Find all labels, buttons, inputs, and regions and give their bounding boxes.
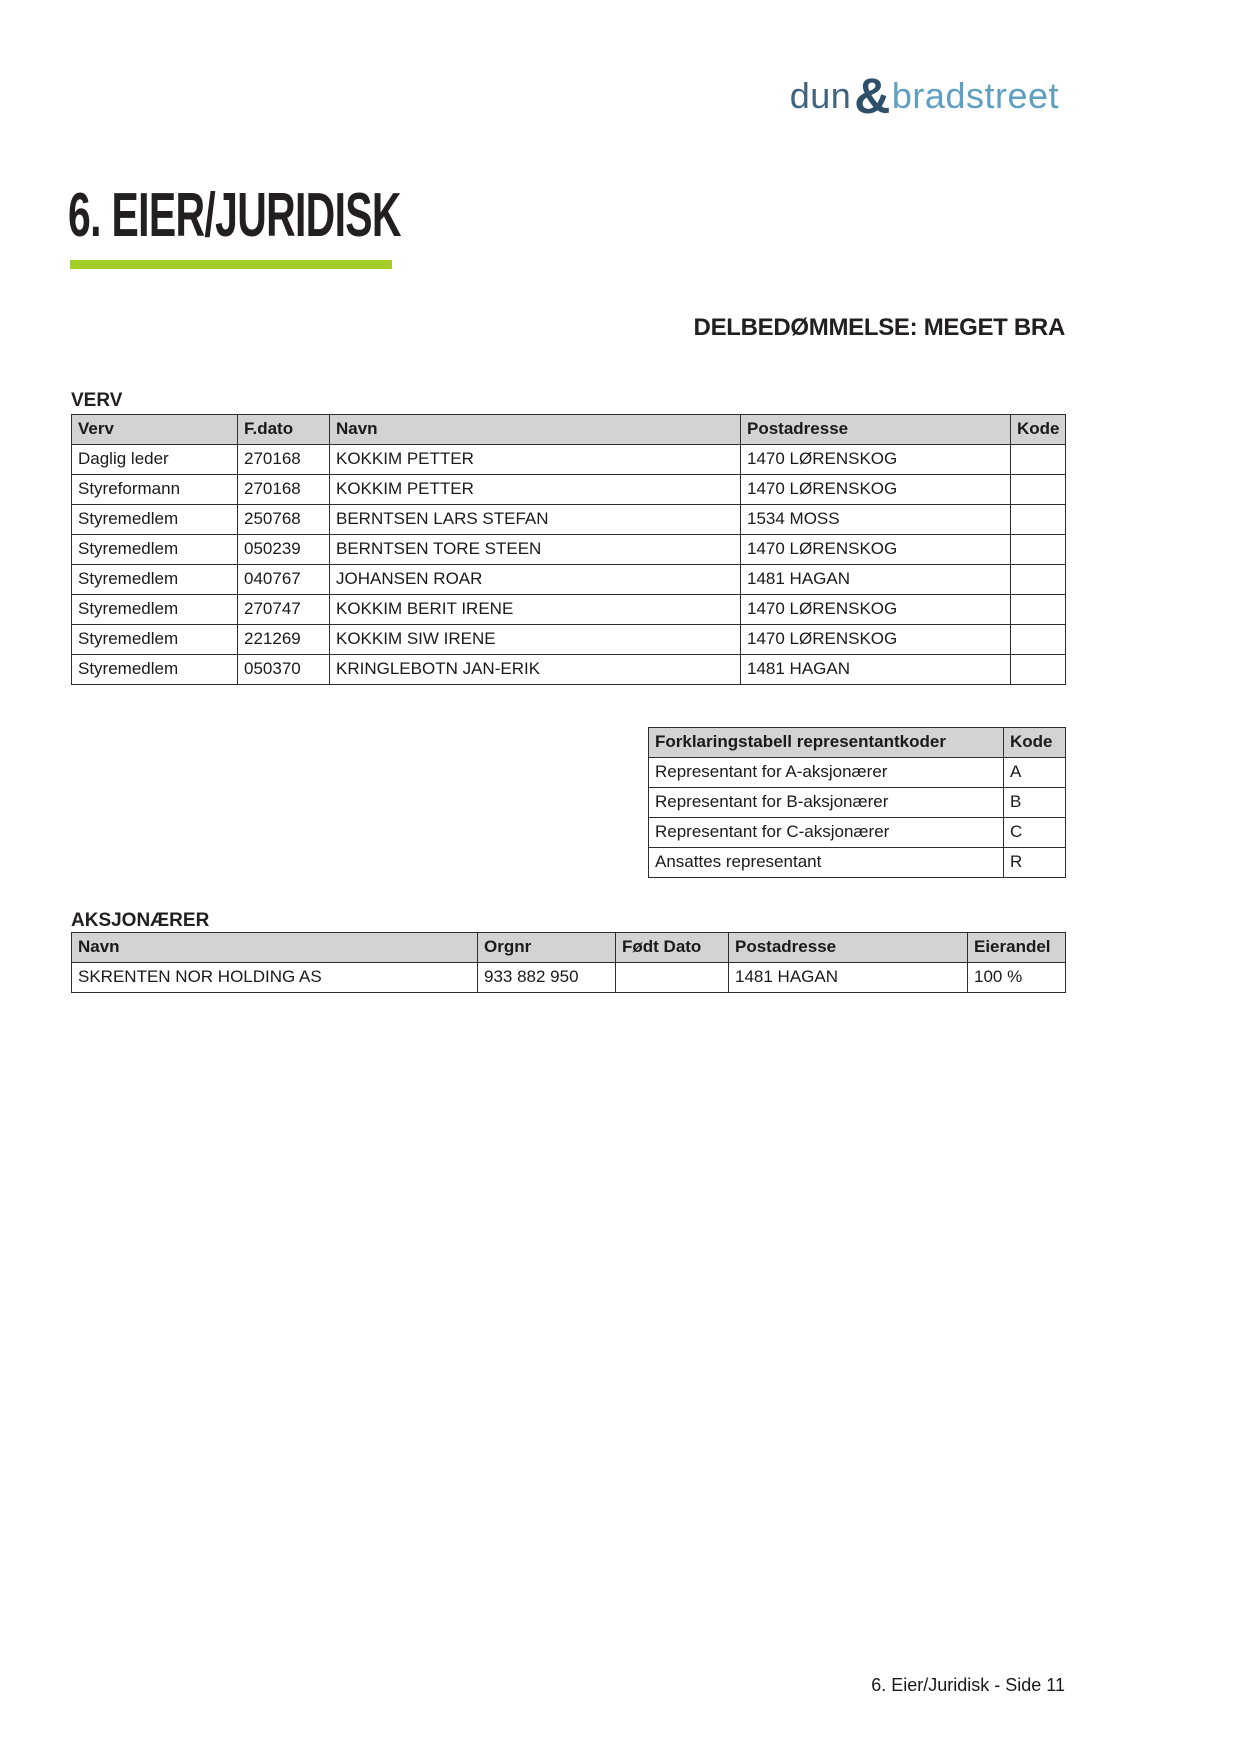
table-cell: 933 882 950	[478, 963, 616, 993]
section-rating: DELBEDØMMELSE: MEGET BRA	[693, 314, 1065, 341]
table-cell: 040767	[238, 565, 330, 595]
column-header: Forklaringstabell representantkoder	[649, 728, 1004, 758]
table-header-row	[72, 415, 1066, 445]
table-cell: 1470 LØRENSKOG	[741, 595, 1011, 625]
table-row	[72, 475, 1066, 505]
table-cell: BERNTSEN TORE STEEN	[330, 535, 741, 565]
column-header: Kode	[1011, 415, 1066, 445]
verv-section-label: VERV	[71, 390, 123, 411]
table-cell: R	[1004, 848, 1066, 878]
table-row	[649, 758, 1066, 788]
table-cell: KOKKIM BERIT IRENE	[330, 595, 741, 625]
table-cell: Representant for C-aksjonærer	[649, 818, 1004, 848]
table-header-row	[72, 933, 1066, 963]
table-cell: KOKKIM SIW IRENE	[330, 625, 741, 655]
table-cell: Styremedlem	[72, 505, 238, 535]
table-row	[72, 595, 1066, 625]
logo-ampersand-icon: &	[854, 68, 891, 124]
table-cell: A	[1004, 758, 1066, 788]
page-title: 6. EIER/JURIDISK	[68, 181, 401, 250]
table-cell	[616, 963, 729, 993]
table-cell	[1011, 655, 1066, 685]
column-header: Navn	[330, 415, 741, 445]
table-row	[72, 535, 1066, 565]
table-row	[649, 788, 1066, 818]
table-cell: KOKKIM PETTER	[330, 445, 741, 475]
table-cell: 221269	[238, 625, 330, 655]
table-cell: Representant for B-aksjonærer	[649, 788, 1004, 818]
table-cell: C	[1004, 818, 1066, 848]
column-header: Postadresse	[729, 933, 968, 963]
column-header: Verv	[72, 415, 238, 445]
table-row	[72, 565, 1066, 595]
table-header-row	[649, 728, 1066, 758]
table-cell: Styreformann	[72, 475, 238, 505]
table-row	[72, 505, 1066, 535]
table-cell	[1011, 625, 1066, 655]
page-footer: 6. Eier/Juridisk - Side 11	[871, 1675, 1065, 1695]
table-cell: BERNTSEN LARS STEFAN	[330, 505, 741, 535]
table-cell	[1011, 475, 1066, 505]
table-row	[72, 963, 1066, 993]
table-cell: 100 %	[968, 963, 1066, 993]
table-cell: Styremedlem	[72, 565, 238, 595]
title-accent-bar	[70, 260, 392, 269]
table-cell: 270168	[238, 475, 330, 505]
logo-text-dun: dun	[789, 75, 852, 116]
table-cell: Styremedlem	[72, 625, 238, 655]
table-cell: Daglig leder	[72, 445, 238, 475]
column-header: Eierandel	[968, 933, 1066, 963]
table-row	[649, 848, 1066, 878]
column-header: Postadresse	[741, 415, 1011, 445]
shareholders-table	[71, 932, 1066, 993]
column-header: Kode	[1004, 728, 1066, 758]
table-cell: 270747	[238, 595, 330, 625]
table-cell: Ansattes representant	[649, 848, 1004, 878]
table-cell: Styremedlem	[72, 655, 238, 685]
column-header: Født Dato	[616, 933, 729, 963]
table-cell: 1481 HAGAN	[741, 565, 1011, 595]
table-cell: 1481 HAGAN	[729, 963, 968, 993]
table-row	[72, 655, 1066, 685]
table-cell: B	[1004, 788, 1066, 818]
table-cell: SKRENTEN NOR HOLDING AS	[72, 963, 478, 993]
shareholders-section-label: AKSJONÆRER	[71, 910, 210, 931]
table-cell: 1470 LØRENSKOG	[741, 475, 1011, 505]
table-cell: 1470 LØRENSKOG	[741, 535, 1011, 565]
dun-and-bradstreet-logo	[789, 66, 1059, 124]
table-cell	[1011, 445, 1066, 475]
table-cell: Styremedlem	[72, 535, 238, 565]
column-header: Navn	[72, 933, 478, 963]
table-cell	[1011, 595, 1066, 625]
representative-codes-legend-table	[648, 727, 1066, 878]
table-row	[72, 625, 1066, 655]
table-cell	[1011, 565, 1066, 595]
table-cell: JOHANSEN ROAR	[330, 565, 741, 595]
table-cell	[1011, 505, 1066, 535]
table-cell: 250768	[238, 505, 330, 535]
table-cell: KRINGLEBOTN JAN-ERIK	[330, 655, 741, 685]
table-cell: 1470 LØRENSKOG	[741, 625, 1011, 655]
table-cell: 1481 HAGAN	[741, 655, 1011, 685]
table-cell	[1011, 535, 1066, 565]
column-header: Orgnr	[478, 933, 616, 963]
verv-table	[71, 414, 1066, 685]
table-row	[72, 445, 1066, 475]
table-cell: Styremedlem	[72, 595, 238, 625]
table-cell: 270168	[238, 445, 330, 475]
table-row	[649, 818, 1066, 848]
table-cell: 050239	[238, 535, 330, 565]
table-cell: 050370	[238, 655, 330, 685]
table-cell: 1470 LØRENSKOG	[741, 445, 1011, 475]
table-cell: Representant for A-aksjonærer	[649, 758, 1004, 788]
table-cell: KOKKIM PETTER	[330, 475, 741, 505]
table-cell: 1534 MOSS	[741, 505, 1011, 535]
logo-text-bradstreet: bradstreet	[891, 75, 1059, 116]
column-header: F.dato	[238, 415, 330, 445]
